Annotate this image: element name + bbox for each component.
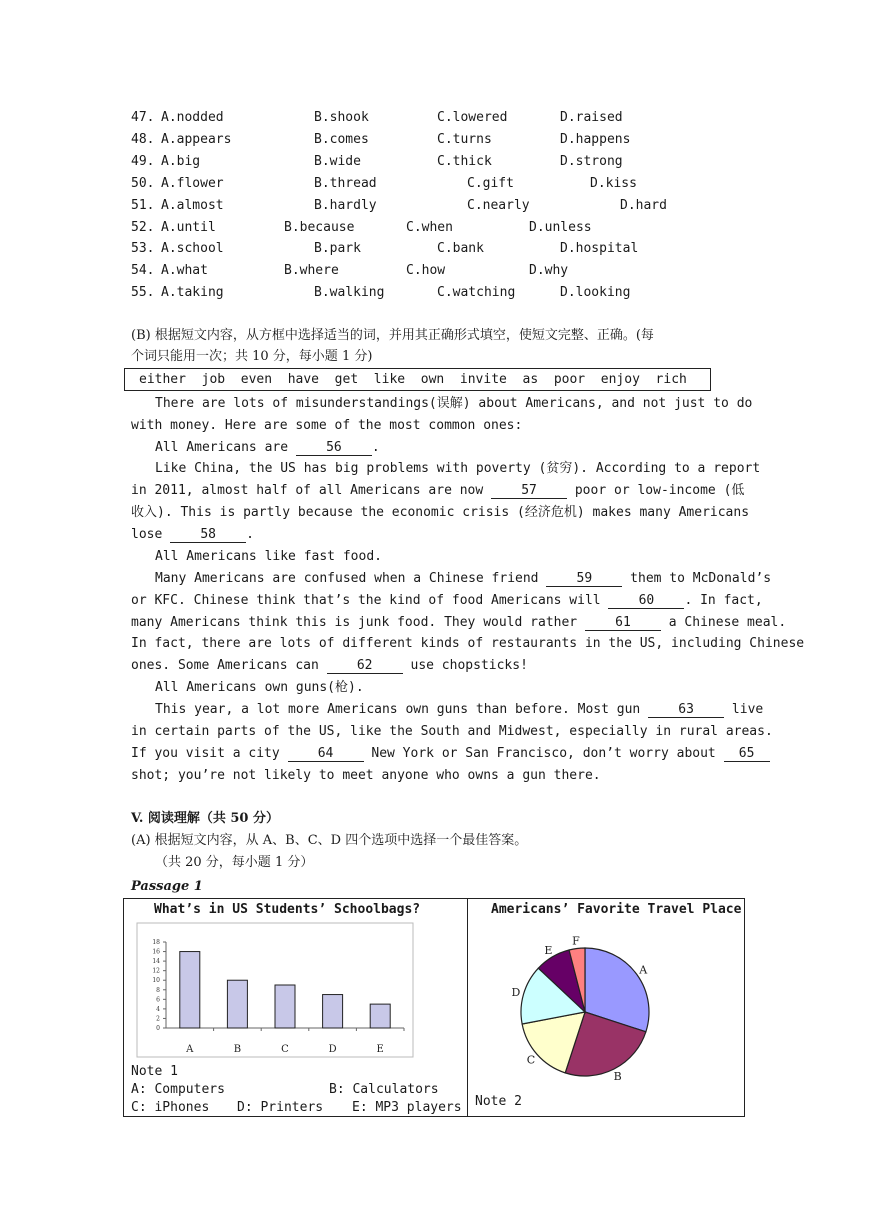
option-d[interactable]: D.looking <box>560 285 631 301</box>
passage-line: All Americans own guns(枪). <box>155 680 364 695</box>
y-tick-label: 4 <box>156 1005 160 1013</box>
option-c[interactable]: C.how <box>406 263 446 279</box>
blank-61[interactable]: 61 <box>585 616 661 631</box>
option-b[interactable]: B.where <box>284 263 339 279</box>
passage-line: This year, a lot more Americans own guns than before. Most gun 63 live <box>155 702 764 717</box>
note1-label: Note 1 <box>131 1064 178 1079</box>
bar <box>323 995 343 1028</box>
note1-item-b: B: Calculators <box>329 1082 439 1097</box>
option-b[interactable]: B.because <box>284 219 355 235</box>
option-b[interactable]: B.wide <box>314 153 361 169</box>
bar <box>370 1004 390 1028</box>
x-tick-label: A <box>186 1044 194 1055</box>
passage-line: Many Americans are confused when a Chinese friend 59 them to McDonald’s <box>155 571 772 586</box>
y-tick-label: 8 <box>156 986 160 994</box>
option-a[interactable]: A.school <box>161 241 224 257</box>
option-a[interactable]: A.big <box>161 153 201 169</box>
blank-65[interactable]: 65 <box>724 747 770 762</box>
bar-chart-title: What’s in US Students’ Schoolbags? <box>154 902 421 917</box>
option-c[interactable]: C.lowered <box>437 110 508 125</box>
y-tick-label: 2 <box>156 1015 160 1023</box>
pie-label: E <box>544 944 553 958</box>
option-a[interactable]: A.until <box>161 219 216 235</box>
y-tick-label: 14 <box>152 958 160 966</box>
option-b[interactable]: B.hardly <box>314 197 377 213</box>
pie-label: A <box>639 963 648 977</box>
passage-line: in certain parts of the US, like the South and Midwest, especially in rural areas. <box>131 724 773 739</box>
note1-item-d: D: Printers <box>237 1100 324 1115</box>
bar-chart <box>136 922 416 1060</box>
option-d[interactable]: D.raised <box>560 110 623 125</box>
question-number: 47. <box>131 110 155 125</box>
option-c[interactable]: C.turns <box>437 131 492 147</box>
note1-item-a: A: Computers <box>131 1082 225 1097</box>
option-b[interactable]: B.comes <box>314 131 369 147</box>
section-v-instruction: (A) 根据短文内容，从 A、B、C、D 四个选项中选择一个最佳答案。 <box>131 833 528 848</box>
y-tick-label: 6 <box>156 996 160 1004</box>
option-d[interactable]: D.strong <box>560 153 623 169</box>
question-number: 49. <box>131 153 155 169</box>
blank-56[interactable]: 56 <box>296 441 372 456</box>
section-b-instruction-cont: 个词只能用一次；共 10 分，每小题 1 分) <box>131 349 373 364</box>
blank-63[interactable]: 63 <box>648 703 724 718</box>
option-a[interactable]: A.nodded <box>161 110 224 125</box>
question-number: 52. <box>131 219 155 235</box>
option-c[interactable]: C.nearly <box>467 197 530 213</box>
pie-chart <box>500 934 670 1084</box>
question-number: 50. <box>131 175 155 191</box>
blank-64[interactable]: 64 <box>288 747 364 762</box>
option-d[interactable]: D.hospital <box>560 241 639 257</box>
option-a[interactable]: A.what <box>161 263 208 279</box>
question-number: 48. <box>131 131 155 147</box>
option-c[interactable]: C.gift <box>467 175 514 191</box>
y-tick-label: 18 <box>152 939 160 946</box>
note1-item-c: C: iPhones <box>131 1100 210 1115</box>
blank-60[interactable]: 60 <box>608 594 684 609</box>
note2-label: Note 2 <box>475 1094 522 1109</box>
passage-line: with money. Here are some of the most common ones: <box>131 418 523 433</box>
section-b-instruction: (B) 根据短文内容，从方框中选择适当的词，并用其正确形式填空，使短文完整、正确。(每 <box>131 328 654 343</box>
option-b[interactable]: B.shook <box>314 110 369 125</box>
question-number: 55. <box>131 285 155 301</box>
passage-line: Like China, the US has big problems with poverty (贫穷). According to a report <box>155 461 761 476</box>
option-b[interactable]: B.thread <box>314 175 377 191</box>
pie-label: F <box>572 934 580 948</box>
question-number: 54. <box>131 263 155 279</box>
section-heading: V. 阅读理解（共 50 分） <box>131 811 280 826</box>
x-tick-label: D <box>328 1044 337 1055</box>
option-d[interactable]: D.happens <box>560 131 631 147</box>
blank-58[interactable]: 58 <box>170 528 246 543</box>
option-a[interactable]: A.flower <box>161 175 224 191</box>
passage-line: There are lots of misunderstandings(误解) about Americans, and not just to do <box>155 396 753 411</box>
question-number: 51. <box>131 197 155 213</box>
option-a[interactable]: A.almost <box>161 197 224 213</box>
question-number: 53. <box>131 241 155 257</box>
option-b[interactable]: B.walking <box>314 285 385 301</box>
passage-label: Passage 1 <box>131 879 203 894</box>
bar <box>227 980 247 1028</box>
x-tick-label: E <box>376 1044 384 1055</box>
y-tick-label: 16 <box>152 948 160 956</box>
option-c[interactable]: C.when <box>406 219 453 235</box>
option-d[interactable]: D.why <box>529 263 569 279</box>
blank-59[interactable]: 59 <box>546 572 622 587</box>
passage-line: All Americans are 56 . <box>155 440 380 455</box>
y-tick-label: 0 <box>156 1025 160 1032</box>
pie-label: B <box>613 1070 622 1084</box>
figure-divider <box>467 898 468 1117</box>
passage-line: many Americans think this is junk food. They would rather 61 a Chinese meal. <box>131 615 787 630</box>
option-c[interactable]: C.watching <box>437 285 516 301</box>
passage-line: If you visit a city 64 New York or San Francisco, don’t worry about 65 <box>131 746 770 762</box>
passage-line: lose 58 . <box>131 527 254 542</box>
x-tick-label: C <box>281 1044 289 1055</box>
section-v-instruction-cont: （共 20 分，每小题 1 分） <box>155 855 314 870</box>
note1-item-e: E: MP3 players <box>352 1100 462 1115</box>
option-a[interactable]: A.taking <box>161 285 224 301</box>
option-b[interactable]: B.park <box>314 241 361 257</box>
option-a[interactable]: A.appears <box>161 131 232 147</box>
option-d[interactable]: D.unless <box>529 219 592 235</box>
blank-57[interactable]: 57 <box>491 484 567 499</box>
option-d[interactable]: D.hard <box>620 197 667 213</box>
passage-line: or KFC. Chinese think that’s the kind of food Americans will 60 . In fact, <box>131 593 763 608</box>
passage-line: In fact, there are lots of different kinds of restaurants in the US, including Chinese <box>131 636 805 651</box>
passage-line: 收入). This is partly because the economic crisis (经济危机) makes many Americans <box>131 505 750 520</box>
bar <box>275 985 295 1028</box>
y-tick-label: 12 <box>152 967 160 975</box>
passage-line: shot; you’re not likely to meet anyone who owns a gun there. <box>131 768 601 783</box>
passage-line: ones. Some Americans can 62 use chopsticks! <box>131 658 528 673</box>
pie-chart-title: Americans’ Favorite Travel Place <box>491 902 742 917</box>
pie-label: D <box>511 985 521 999</box>
option-c[interactable]: C.thick <box>437 153 492 169</box>
x-tick-label: B <box>233 1044 242 1055</box>
bar <box>180 952 200 1028</box>
passage-line: All Americans like fast food. <box>155 549 382 564</box>
y-tick-label: 10 <box>152 977 160 985</box>
option-d[interactable]: D.kiss <box>590 175 637 191</box>
passage-line: in 2011, almost half of all Americans are now 57 poor or low-income (低 <box>131 483 745 498</box>
option-c[interactable]: C.bank <box>437 241 484 257</box>
word-box <box>124 368 711 391</box>
word-box-words: either job even have get like own invite as poor enjoy rich <box>139 372 687 387</box>
pie-label: C <box>526 1053 536 1067</box>
blank-62[interactable]: 62 <box>327 659 403 674</box>
